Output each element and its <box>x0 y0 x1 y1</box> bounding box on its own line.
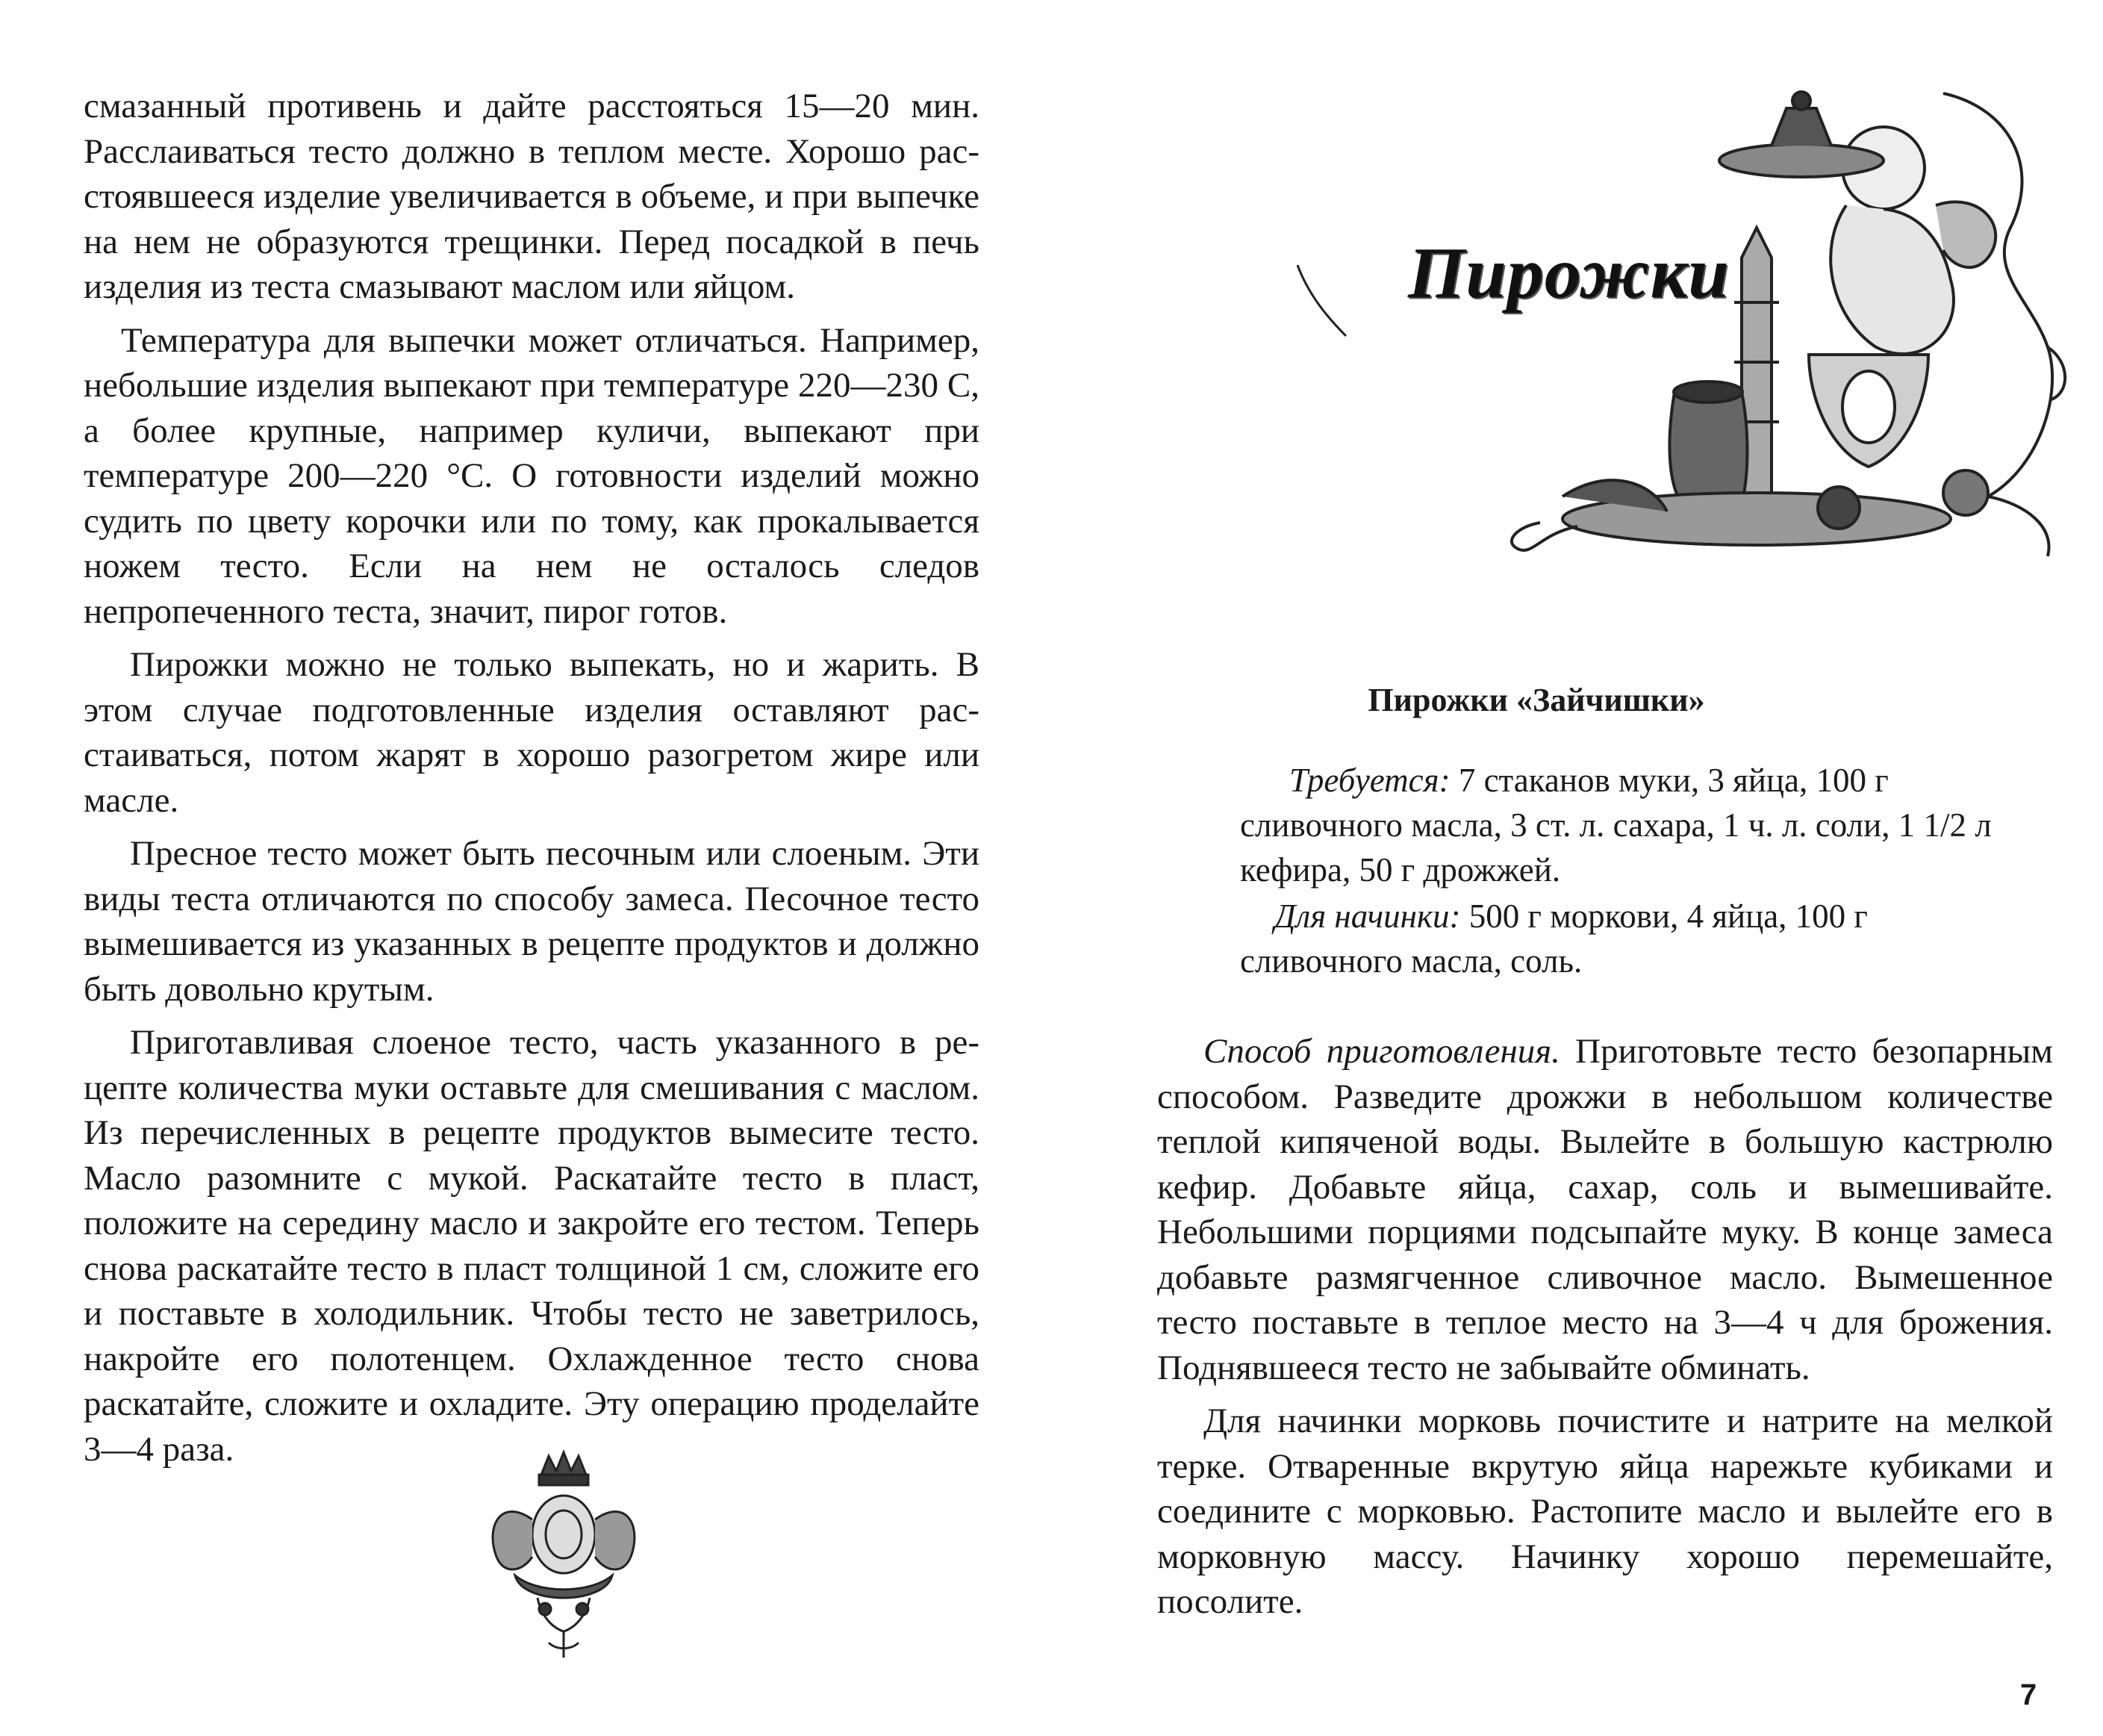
section-heading <box>1408 231 1730 315</box>
ingredients-block <box>1240 758 1994 983</box>
left-page-text <box>84 84 979 1480</box>
section-title: Пирожки <box>1408 233 1730 314</box>
ingredients-required-label: Требуется: <box>1289 762 1451 799</box>
ingredients-required <box>1240 758 1994 892</box>
page-number: 7 <box>2020 1679 2037 1711</box>
method-block <box>1157 1029 2053 1633</box>
ingredients-filling-text: 500 г моркови, 4 яйца, 100 г сливочного масла, соль. <box>1240 897 1868 980</box>
paragraph-unleavened-dough: Пресное тесто может быть песочным или слоеным. Эти виды теста отличаются по способу замеса. Песочное тесто вымешивается из указанных в рецепте продуктов и должно быть довольно крутым. <box>84 834 979 1009</box>
cherub-illustration-icon <box>1294 78 2070 564</box>
ingredients-required-text: 7 стаканов муки, 3 яйца, 100 г сливочного масла, 3 ст. л. сахара, 1 ч. л. соли, 1 1/2 л кефира, 50 г дрожжей. <box>1240 762 1992 889</box>
method-text: Приготовьте тесто безопарным способом. Разведите дрожжи в небольшом количестве теплой кипяченой воды. Вылейте в большую кастрюлю кефир. Добавьте яйца, сахар, соль и вымешивайте. Небольшими порциями подсыпайте муку. В конце замеса добавьте размягченное сливочное масло. Вымешенное тесто поставьте в теплое место на 3—4 ч для брожения. Поднявшееся тесто не забывайте обминать. <box>1157 1032 2053 1387</box>
method-paragraph <box>1157 1029 2053 1390</box>
ingredients-filling <box>1240 894 1994 983</box>
paragraph-frying: Пирожки можно не только выпекать, но и жарить. В этом случае подготовленные изделия оставляют расстаиваться, потом жарят в хорошо разогретом жире или масле. <box>84 645 979 820</box>
paragraph-baking-temperature: Температура для выпечки может отличаться. Например, небольшие изделия выпекают при температуре 220—230 С, а более крупные, например куличи, выпекают при температуре 200—220 °С. О готовности изделий можно судить по цвету корочки или по тому, как прокалывается ножем тесто. Если на нем не осталось следов непропеченного теста, значит, пирог готов. <box>84 320 979 631</box>
paragraph-puff-pastry: Приготавливая слоеное тесто, часть указанного в рецепте количества муки оставьте для смешивания с маслом. Из перечисленных в рецепте продуктов вымесите тесто. Масло разомните с мукой. Раскатайте тесто в пласт, положите на середину масло и закройте его тестом. Теперь снова раскатайте тесто в пласт толщиной 1 см, сложите его и поставьте в холодильник. Чтобы тесто не заветрилось, накройте его полотенцем. Охлажденное тесто снова раскатайте, сложите и охладите. Эту операцию проделайте 3—4 раза. <box>84 1023 979 1469</box>
right-page <box>1051 0 2103 1736</box>
paragraph-proofing: смазанный противень и дайте расстояться 15—20 мин. Расслаиваться тесто должно в теплом месте. Хорошо расстоявшееся изделие увеличивается в объеме, и при выпечке на нем не образуются трещинки. Перед посадкой в печь изделия из теста смазывают маслом или яйцом. <box>84 87 979 306</box>
filling-paragraph: Для начинки морковь почистите и натрите на мелкой терке. Отваренные вкрутую яйца нарежьте кубиками и соедините с морковью. Растопите масло и вылейте его в морковную массу. Начинку хорошо перемешайте, посолите. <box>1157 1401 2053 1621</box>
ingredients-filling-label: Для начинки: <box>1274 897 1461 935</box>
recipe-title: Пирожки «Зайчишки» <box>1368 682 1705 718</box>
crest-ornament-icon <box>470 1445 657 1661</box>
method-label: Способ приготовления. <box>1203 1032 1560 1071</box>
left-page <box>0 0 1051 1736</box>
